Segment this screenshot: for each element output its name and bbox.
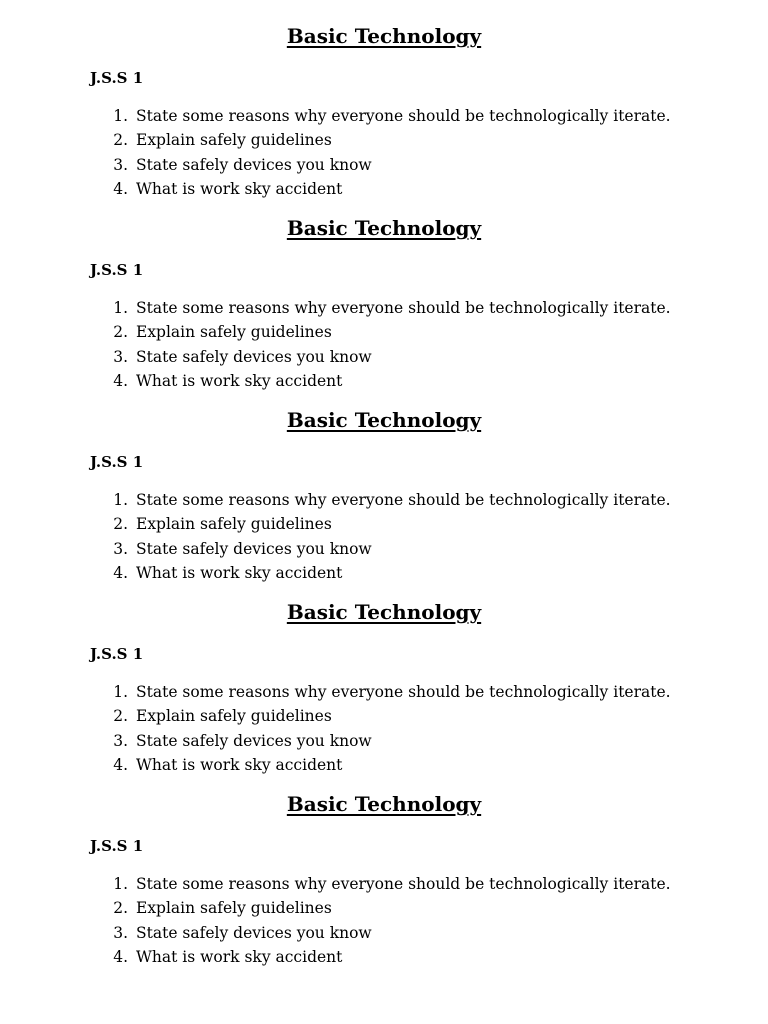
section-title: Basic Technology <box>286 408 482 432</box>
question-number: 4. <box>113 947 128 966</box>
question-number: 4. <box>113 179 128 198</box>
question-number: 2. <box>113 131 128 150</box>
worksheet-section-2 <box>0 192 768 390</box>
question-text: State safely devices you know <box>136 731 372 750</box>
section-title: Basic Technology <box>286 600 482 624</box>
question-number: 2. <box>113 323 128 342</box>
question-text: What is work sky accident <box>136 563 343 582</box>
question-text: Explain safely guidelines <box>136 323 332 342</box>
question-text: State some reasons why everyone should be technologically iterate. <box>136 107 671 125</box>
question-number: 4. <box>113 563 128 582</box>
question-number: 3. <box>113 731 128 750</box>
worksheet-section-1 <box>0 0 768 198</box>
question-number: 3. <box>113 155 128 174</box>
question-text: State safely devices you know <box>136 155 372 174</box>
section-title: Basic Technology <box>286 216 482 240</box>
question-number: 2. <box>113 899 128 918</box>
class-label: J.S.S 1 <box>90 645 144 663</box>
question-text: What is work sky accident <box>136 371 343 390</box>
question-number: 1. <box>113 107 128 125</box>
question-number: 1. <box>113 875 128 893</box>
question-number: 1. <box>113 683 128 701</box>
question-text: State safely devices you know <box>136 539 372 558</box>
question-number: 2. <box>113 707 128 726</box>
class-label: J.S.S 1 <box>90 453 144 471</box>
question-text: Explain safely guidelines <box>136 131 332 150</box>
class-label: J.S.S 1 <box>90 69 144 87</box>
class-label: J.S.S 1 <box>90 837 144 855</box>
question-text: State some reasons why everyone should be technologically iterate. <box>136 491 671 509</box>
question-text: State some reasons why everyone should be technologically iterate. <box>136 875 671 893</box>
question-number: 4. <box>113 755 128 774</box>
question-text: What is work sky accident <box>136 947 343 966</box>
worksheet-section-4 <box>0 576 768 774</box>
question-number: 3. <box>113 347 128 366</box>
question-text: State some reasons why everyone should be technologically iterate. <box>136 299 671 317</box>
question-text: State some reasons why everyone should be technologically iterate. <box>136 683 671 701</box>
question-text: State safely devices you know <box>136 923 372 942</box>
question-number: 1. <box>113 491 128 509</box>
question-number: 2. <box>113 515 128 534</box>
question-text: Explain safely guidelines <box>136 899 332 918</box>
question-number: 3. <box>113 923 128 942</box>
class-label: J.S.S 1 <box>90 261 144 279</box>
section-title: Basic Technology <box>286 24 482 48</box>
question-text: What is work sky accident <box>136 179 343 198</box>
worksheet-section-3 <box>0 384 768 582</box>
question-number: 3. <box>113 539 128 558</box>
section-title: Basic Technology <box>286 792 482 816</box>
worksheet-section-5 <box>0 768 768 966</box>
question-text: Explain safely guidelines <box>136 515 332 534</box>
question-text: What is work sky accident <box>136 755 343 774</box>
question-text: State safely devices you know <box>136 347 372 366</box>
question-number: 4. <box>113 371 128 390</box>
question-number: 1. <box>113 299 128 317</box>
question-text: Explain safely guidelines <box>136 707 332 726</box>
